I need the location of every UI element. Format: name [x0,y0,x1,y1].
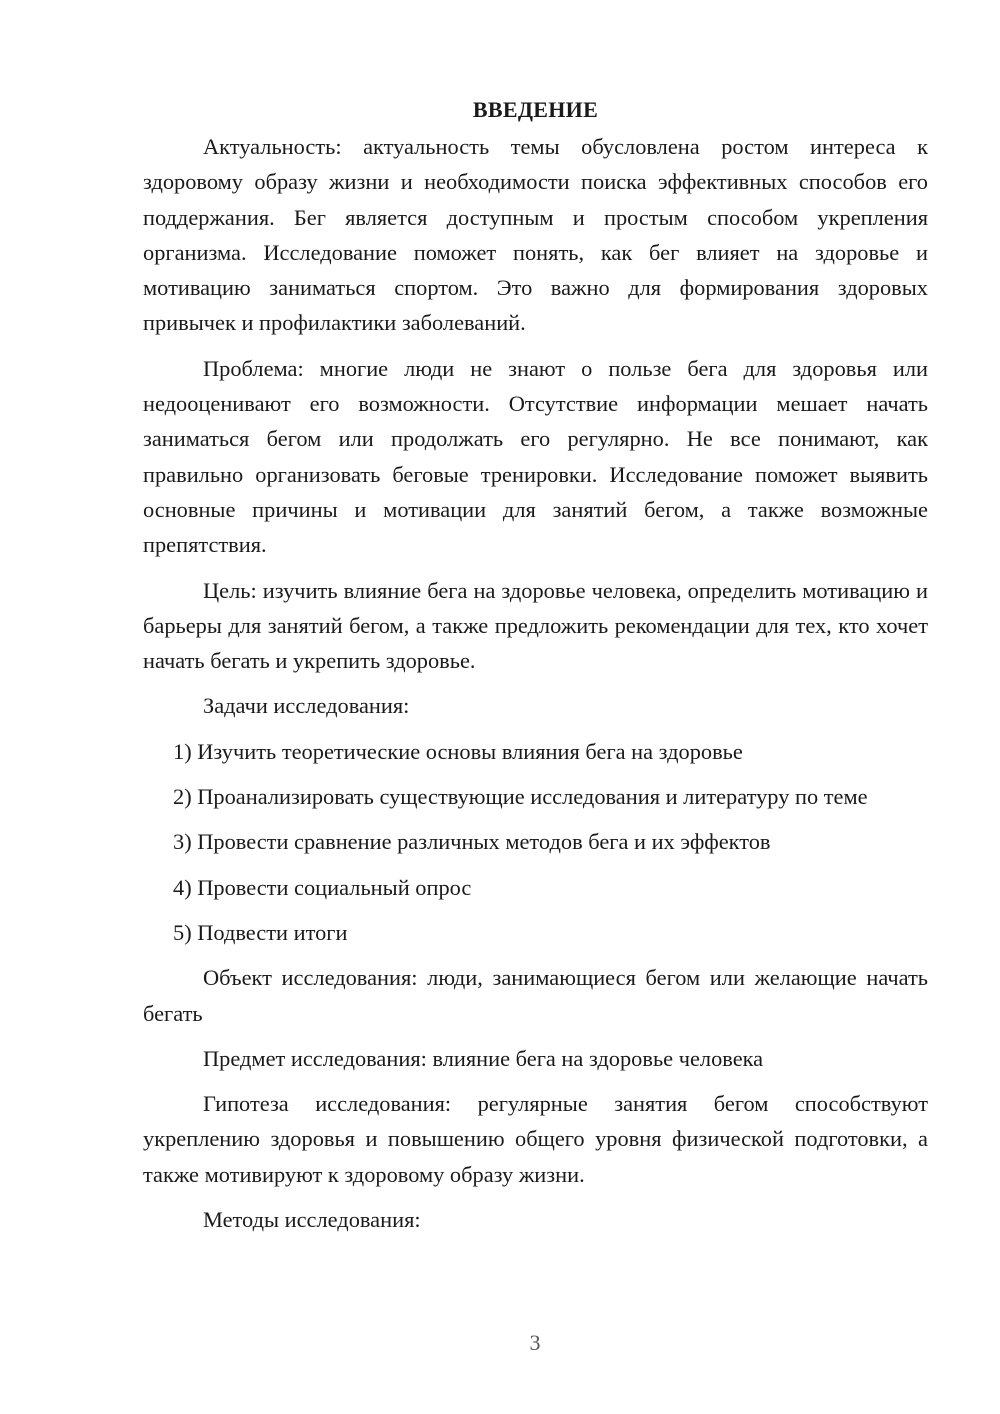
document-page [143,92,928,1247]
paragraph-hypothesis: Гипотеза исследования: регулярные занятия бегом способствуют укреплению здоровья и повышению общего уровня физической подготовки, а также мотивируют к здоровому образу жизни. [143,1091,928,1187]
task-item-4: 4) Провести социальный опрос [173,874,472,900]
task-item-1: 1) Изучить теоретические основы влияния бега на здоровье [173,738,743,764]
paragraph-problem: Проблема: многие люди не знают о пользе бега для здоровья или недооценивают его возможности. Отсутствие информации мешает начать заниматься бегом или продолжать его регулярно. Не все понимают, как правильно организовать беговые тренировки. Исследование поможет выявить основные причины и мотивации для занятий бегом, а также возможные препятствия. [143,355,928,558]
page-number: 3 [529,1330,541,1355]
paragraph-relevance: Актуальность: актуальность темы обусловлена ростом интереса к здоровому образу жизни и необходимости поиска эффективных способов его поддержания. Бег является доступным и простым способом укрепления организма. Исследование поможет понять, как бег влияет на здоровье и мотивацию заниматься спортом. Это важно для формирования здоровых привычек и профилактики заболеваний. [143,134,928,336]
paragraph-goal: Цель: изучить влияние бега на здоровье человека, определить мотивацию и барьеры для занятий бегом, а также предложить рекомендации для тех, кто хочет начать бегать и укрепить здоровье. [143,577,928,674]
task-item-3: 3) Провести сравнение различных методов бега и их эффектов [173,829,771,855]
task-item-2: 2) Проанализировать существующие исследования и литературу по теме [173,784,868,810]
paragraph-subject: Предмет исследования: влияние бега на здоровье человека [203,1045,764,1071]
tasks-heading: Задачи исследования: [203,693,410,719]
paragraph-object: Объект исследования: люди, занимающиеся бегом или желающие начать бегать [143,965,928,1026]
page-title: ВВЕДЕНИЕ [472,97,599,122]
methods-heading: Методы исследования: [203,1207,421,1233]
task-item-5: 5) Подвести итоги [173,919,348,945]
